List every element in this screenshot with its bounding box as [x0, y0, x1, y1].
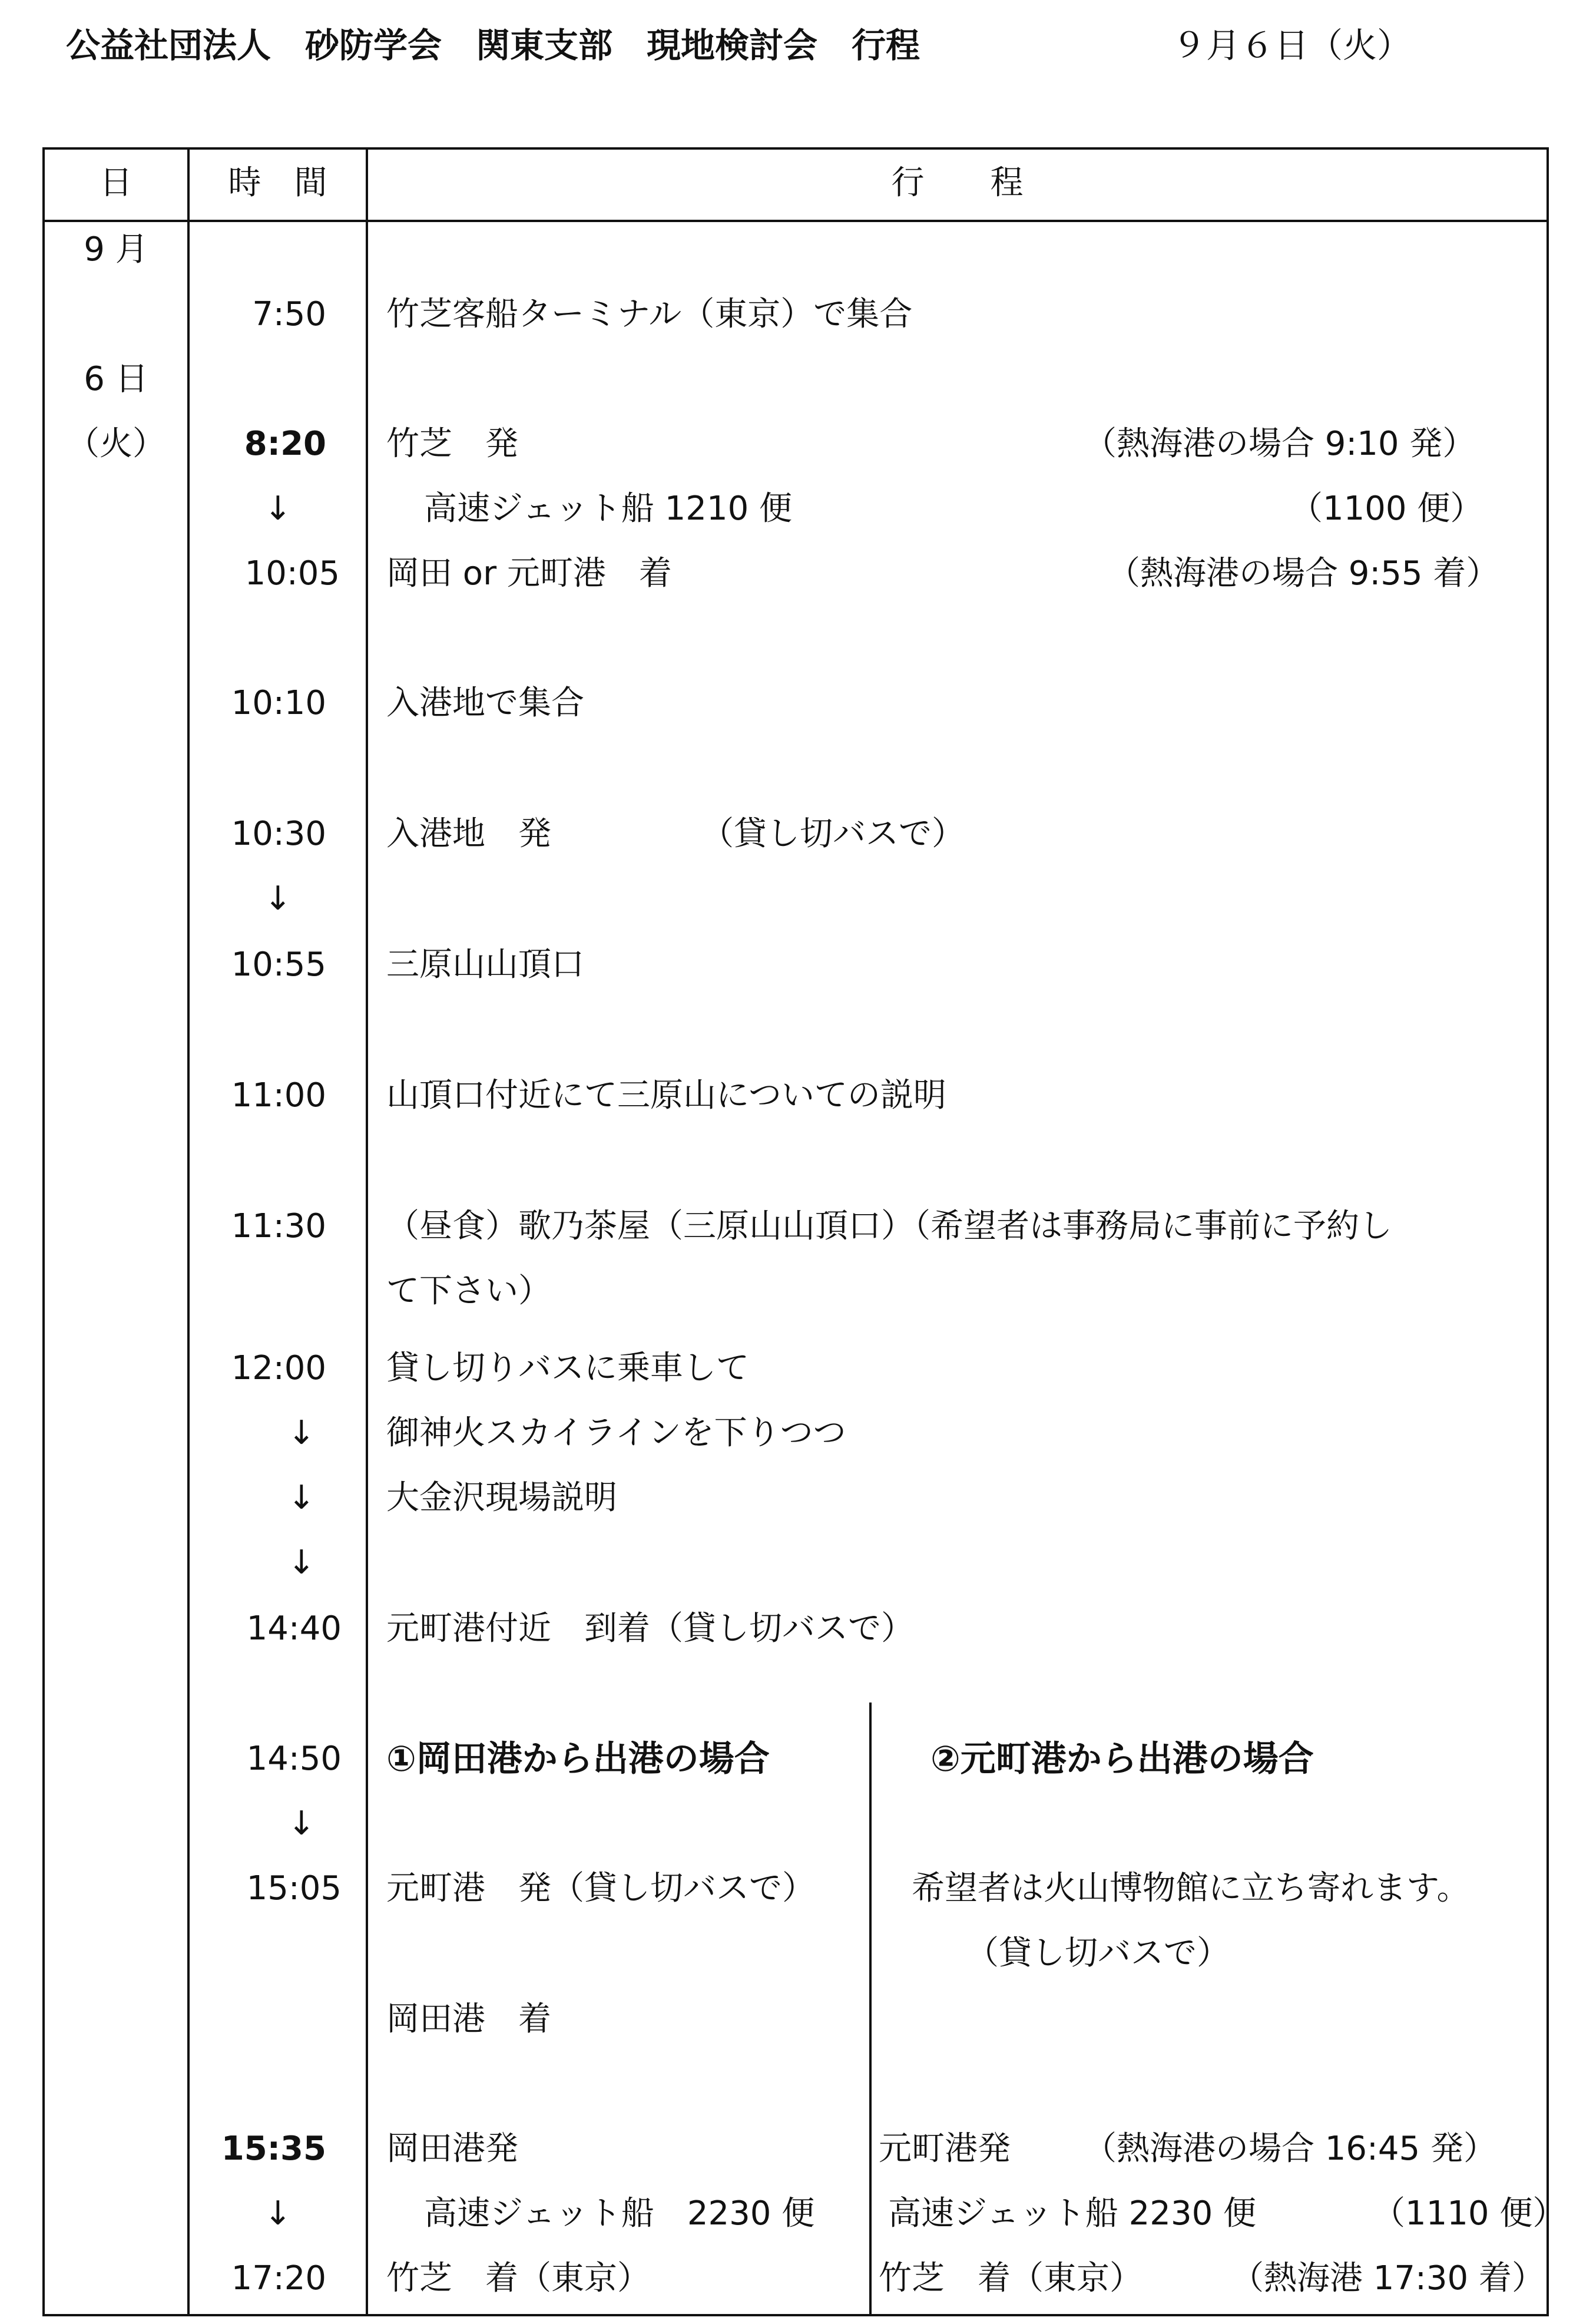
arrow-down-icon: ↓ — [264, 490, 292, 528]
time-1005: 10:05 — [244, 554, 340, 593]
arrow-down-icon: ↓ — [287, 1414, 316, 1452]
table-bottom-border — [42, 2314, 1549, 2316]
table-right-border — [1546, 147, 1549, 2316]
time-0750: 7:50 — [252, 295, 326, 333]
time-1030: 10:30 — [231, 815, 326, 853]
time-1100: 11:00 — [231, 1076, 326, 1115]
document-date: ９月６日（火） — [1172, 25, 1412, 65]
time-1535: 15:35 — [221, 2130, 326, 2168]
time-1130: 11:30 — [231, 1207, 326, 1245]
time-0820: 8:20 — [244, 425, 326, 463]
itinerary-item: 高速ジェット船 1210 便 — [424, 490, 792, 528]
day-date: 6 日 — [84, 360, 148, 398]
time-itinerary-divider — [366, 147, 368, 2316]
option-1-item: 岡田港発 — [386, 2130, 518, 2168]
itinerary-item: 大金沢現場説明 — [386, 1479, 617, 1517]
header-day: 日 — [100, 164, 133, 202]
arrow-down-icon: ↓ — [264, 880, 292, 918]
header-time: 時 間 — [228, 164, 327, 202]
option-split-divider — [869, 1702, 872, 2315]
itinerary-item: （昼食）歌乃茶屋（三原山山頂口）（希望者は事務局に事前に予約し — [386, 1207, 1392, 1245]
arrow-down-icon: ↓ — [287, 1543, 316, 1582]
option-1-item: 岡田港 着 — [386, 2000, 551, 2038]
table-top-border — [42, 147, 1549, 150]
option-1-heading: ①岡田港から出港の場合 — [386, 1738, 770, 1780]
option-1-item: 元町港 発（貸し切バスで） — [386, 1869, 815, 1908]
option-2-item: 竹芝 着（東京） — [879, 2259, 1143, 2297]
table-header-divider — [42, 220, 1549, 222]
option-1-item: 高速ジェット船 2230 便 — [424, 2194, 815, 2233]
time-1505: 15:05 — [246, 1869, 342, 1908]
option-2-item: （貸し切バスで） — [966, 1934, 1230, 1972]
option-2-note: （1110 便） — [1372, 2194, 1566, 2233]
option-2-item: 高速ジェット船 2230 便 — [888, 2194, 1256, 2233]
arrow-down-icon: ↓ — [287, 1804, 316, 1843]
itinerary-item: 竹芝 発 — [386, 425, 518, 463]
itinerary-item: 竹芝客船ターミナル（東京）で集合 — [386, 295, 913, 333]
itinerary-note: （貸し切バスで） — [701, 815, 965, 853]
time-1010: 10:10 — [231, 684, 326, 722]
itinerary-item: 貸し切りバスに乗車して — [386, 1349, 749, 1387]
itinerary-item: 入港地 発 — [386, 815, 551, 853]
header-itinerary: 行 程 — [891, 164, 1024, 202]
option-2-note: （熱海港の場合 16:45 発） — [1084, 2130, 1496, 2168]
option-2-item: 元町港発 — [879, 2130, 1011, 2168]
itinerary-item: 三原山山頂口 — [386, 946, 584, 984]
itinerary-item: 入港地で集合 — [386, 684, 584, 722]
document-title: 公益社団法人 砂防学会 関東支部 現地検討会 行程 — [66, 25, 920, 65]
time-1720: 17:20 — [231, 2259, 326, 2297]
option-2-note: （熱海港 17:30 着） — [1231, 2259, 1545, 2297]
time-1440: 14:40 — [246, 1609, 342, 1648]
time-1055: 10:55 — [231, 946, 326, 984]
table-left-border — [42, 147, 45, 2316]
arrow-down-icon: ↓ — [264, 2194, 292, 2233]
option-2-heading: ②元町港から出港の場合 — [930, 1738, 1314, 1780]
day-weekday: （火） — [67, 425, 165, 463]
itinerary-note: （熱海港の場合 9:55 着） — [1107, 554, 1499, 593]
option-2-item: 希望者は火山博物館に立ち寄れます。 — [912, 1869, 1470, 1908]
arrow-down-icon: ↓ — [287, 1479, 316, 1517]
itinerary-item: 岡田 or 元町港 着 — [386, 554, 672, 593]
itinerary-item: 元町港付近 到着（貸し切バスで） — [386, 1609, 914, 1648]
itinerary-note: （熱海港の場合 9:10 発） — [1084, 425, 1476, 463]
itinerary-item: 御神火スカイラインを下りつつ — [386, 1414, 846, 1452]
time-1450: 14:50 — [246, 1740, 342, 1778]
day-month: 9 月 — [84, 230, 148, 269]
itinerary-item: 山頂口付近にて三原山についての説明 — [386, 1076, 946, 1115]
itinerary-item-continued: て下さい） — [386, 1272, 551, 1310]
itinerary-note: （1100 便） — [1290, 490, 1483, 528]
option-1-item: 竹芝 着（東京） — [386, 2259, 650, 2297]
time-1200: 12:00 — [231, 1349, 326, 1387]
